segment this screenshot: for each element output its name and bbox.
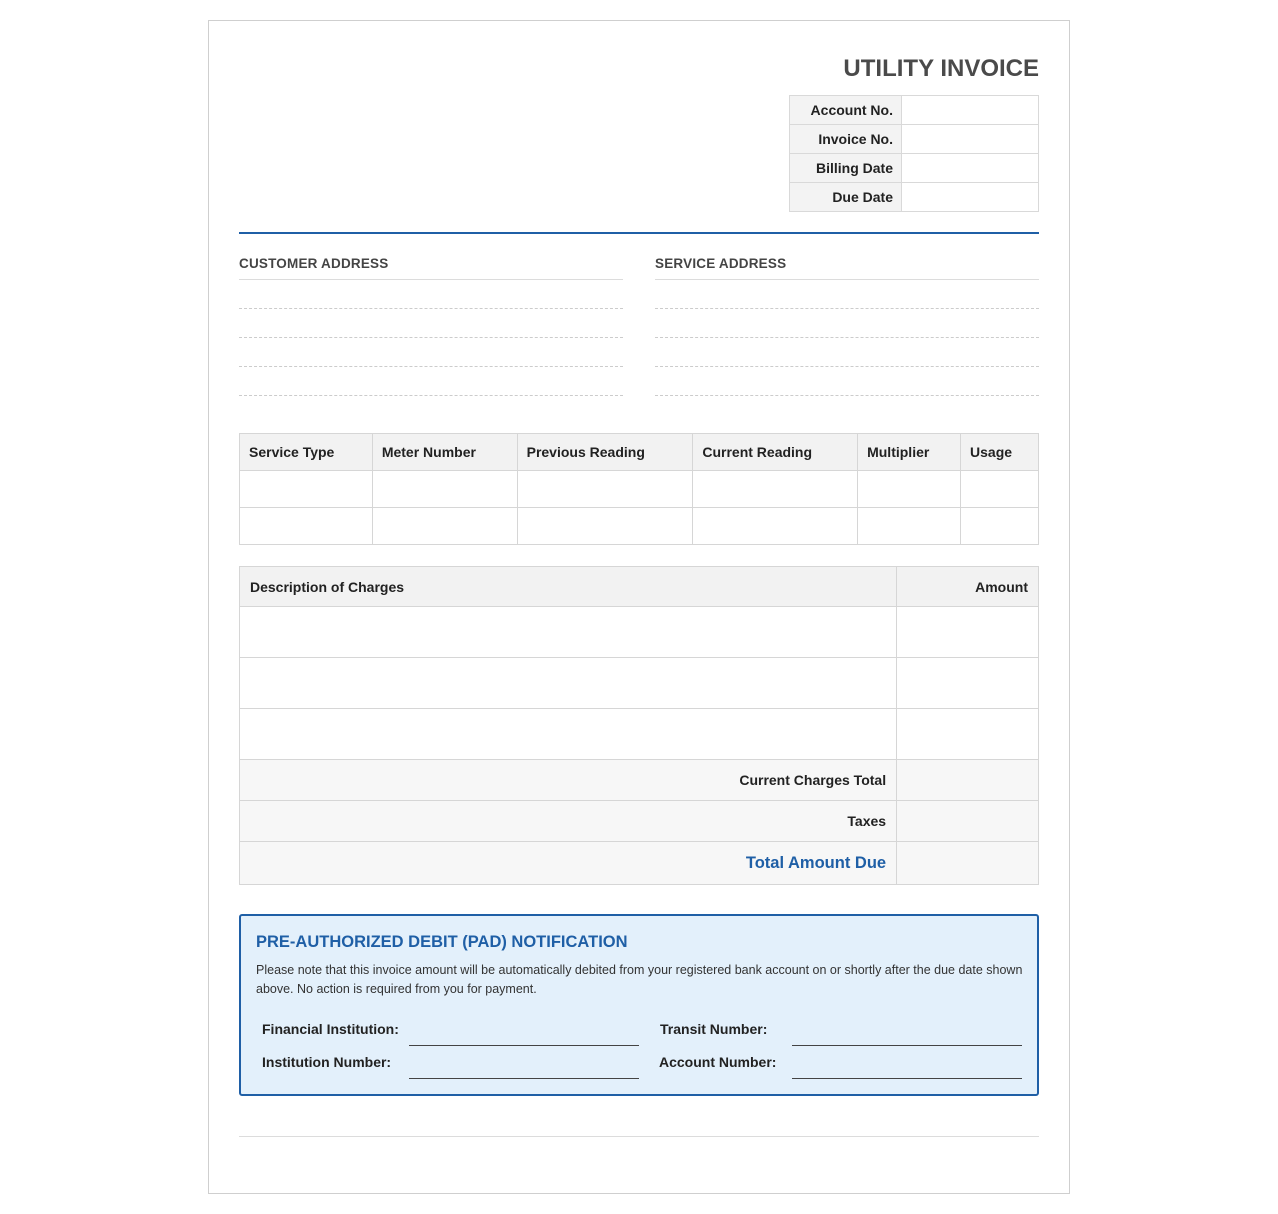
meter-number-header: Meter Number (372, 434, 517, 471)
transit-number-field[interactable] (792, 1045, 1022, 1046)
table-row (240, 508, 1039, 545)
pad-description: Please note that this invoice amount will be automatically debited from your registered bank account on or shortly after the due date shown above. No action is required from you for payment. (256, 963, 1023, 996)
account-number-field[interactable] (792, 1078, 1022, 1079)
current-reading-header: Current Reading (693, 434, 858, 471)
invoice-no-label: Invoice No. (790, 125, 902, 154)
previous-reading-cell[interactable] (517, 471, 693, 508)
service-type-cell[interactable] (240, 471, 373, 508)
table-row (240, 709, 1039, 760)
footer-divider (239, 1136, 1039, 1137)
charge-description-cell[interactable] (240, 709, 897, 760)
customer-address-line[interactable] (239, 338, 623, 367)
service-type-cell[interactable] (240, 508, 373, 545)
invoice-meta-table (789, 95, 1039, 212)
multiplier-cell[interactable] (858, 471, 961, 508)
charge-amount-cell[interactable] (897, 709, 1039, 760)
current-charges-total-row (240, 760, 1039, 801)
charge-amount-cell[interactable] (897, 607, 1039, 658)
service-address-line[interactable] (655, 280, 1039, 309)
meta-row-billing-date (790, 154, 1039, 183)
charges-table (239, 566, 1039, 885)
service-address-heading: SERVICE ADDRESS (655, 255, 1039, 280)
table-row (240, 658, 1039, 709)
multiplier-header: Multiplier (858, 434, 961, 471)
current-charges-total-label: Current Charges Total (240, 760, 897, 801)
invoice-page (208, 20, 1070, 1194)
customer-address-line[interactable] (239, 367, 623, 396)
charge-description-cell[interactable] (240, 607, 897, 658)
customer-address-line[interactable] (239, 309, 623, 338)
usage-header: Usage (961, 434, 1039, 471)
customer-address-line[interactable] (239, 280, 623, 309)
total-amount-due-row (240, 842, 1039, 885)
customer-address-heading: CUSTOMER ADDRESS (239, 255, 623, 280)
meta-row-invoice (790, 125, 1039, 154)
meta-row-due-date (790, 183, 1039, 212)
service-address-line[interactable] (655, 338, 1039, 367)
service-address-line[interactable] (655, 367, 1039, 396)
total-amount-due-label: Total Amount Due (240, 842, 897, 885)
charges-header-row (240, 567, 1039, 607)
service-address-line[interactable] (655, 309, 1039, 338)
financial-institution-label: Financial Institution: (262, 1021, 399, 1037)
usage-cell[interactable] (961, 471, 1039, 508)
account-number-label: Account Number: (659, 1054, 777, 1070)
taxes-value[interactable] (897, 801, 1039, 842)
charge-description-cell[interactable] (240, 658, 897, 709)
total-amount-due-value[interactable] (897, 842, 1039, 885)
usage-cell[interactable] (961, 508, 1039, 545)
financial-institution-field[interactable] (409, 1045, 639, 1046)
description-header: Description of Charges (240, 567, 897, 607)
customer-address-block (239, 255, 623, 396)
billing-date-label: Billing Date (790, 154, 902, 183)
previous-reading-cell[interactable] (517, 508, 693, 545)
taxes-label: Taxes (240, 801, 897, 842)
table-row (240, 471, 1039, 508)
invoice-no-field[interactable] (902, 125, 1039, 154)
meter-number-cell[interactable] (372, 508, 517, 545)
current-reading-cell[interactable] (693, 508, 858, 545)
meter-readings-table (239, 433, 1039, 545)
readings-header-row (240, 434, 1039, 471)
current-charges-total-value[interactable] (897, 760, 1039, 801)
institution-number-field[interactable] (409, 1078, 639, 1079)
taxes-row (240, 801, 1039, 842)
multiplier-cell[interactable] (858, 508, 961, 545)
header-divider (239, 232, 1039, 234)
transit-number-label: Transit Number: (660, 1021, 768, 1037)
amount-header: Amount (897, 567, 1039, 607)
pad-title: PRE-AUTHORIZED DEBIT (PAD) NOTIFICATION (256, 933, 628, 951)
account-no-label: Account No. (790, 96, 902, 125)
meter-number-cell[interactable] (372, 471, 517, 508)
service-address-block (655, 255, 1039, 396)
pad-notification-box (239, 914, 1039, 1096)
institution-number-label: Institution Number: (262, 1054, 392, 1070)
account-no-field[interactable] (902, 96, 1039, 125)
service-type-header: Service Type (240, 434, 373, 471)
charge-amount-cell[interactable] (897, 658, 1039, 709)
due-date-field[interactable] (902, 183, 1039, 212)
invoice-title: UTILITY INVOICE (843, 55, 1039, 82)
meta-row-account (790, 96, 1039, 125)
billing-date-field[interactable] (902, 154, 1039, 183)
table-row (240, 607, 1039, 658)
previous-reading-header: Previous Reading (517, 434, 693, 471)
current-reading-cell[interactable] (693, 471, 858, 508)
due-date-label: Due Date (790, 183, 902, 212)
